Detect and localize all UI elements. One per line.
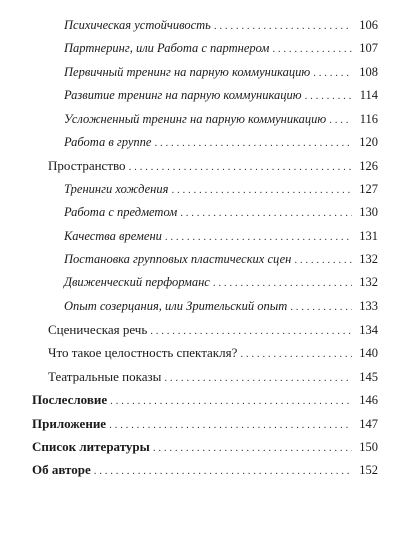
toc-entry-page: 114: [359, 88, 378, 103]
toc-entry-title: Движенческий перформанс: [64, 275, 210, 290]
toc-entry-title: Что такое целостность спектакля?: [48, 345, 238, 361]
table-of-contents: [0, 14, 410, 482]
dot-leader: [154, 132, 352, 155]
dot-leader: [313, 62, 352, 85]
dot-leader: [153, 437, 352, 460]
toc-entry-title: Постановка групповых пластических сцен: [64, 251, 292, 266]
toc-entry-page: 126: [359, 159, 378, 174]
toc-entry-title: Тренинги хождения: [64, 181, 169, 196]
toc-entry-page: 134: [359, 323, 378, 338]
dot-leader: [164, 367, 352, 390]
toc-entry-title: Театральные показы: [48, 368, 162, 384]
toc-entry[interactable]: [0, 225, 410, 248]
toc-entry-page: 127: [359, 181, 378, 196]
toc-entry[interactable]: [0, 131, 410, 154]
toc-entry[interactable]: [0, 412, 410, 435]
toc-entry[interactable]: [0, 318, 410, 341]
toc-entry-page: 145: [359, 369, 378, 384]
toc-entry-title: Первичный тренинг на парную коммуникацию: [64, 64, 311, 79]
toc-entry[interactable]: [0, 37, 410, 60]
dot-leader: [290, 296, 352, 319]
dot-leader: [150, 320, 352, 343]
toc-entry-page: 146: [359, 393, 378, 408]
toc-entry-page: 133: [359, 298, 378, 313]
toc-entry-title: Работа в группе: [64, 134, 152, 149]
toc-entry-page: 108: [359, 64, 378, 79]
toc-entry[interactable]: [0, 388, 410, 411]
toc-entry-page: 132: [359, 275, 378, 290]
dot-leader: [110, 390, 352, 413]
toc-entry[interactable]: [0, 14, 410, 37]
toc-entry[interactable]: [0, 341, 410, 364]
toc-entry-title: Партнеринг, или Работа с партнером: [64, 41, 270, 56]
toc-entry[interactable]: [0, 248, 410, 271]
toc-entry-page: 147: [359, 416, 378, 431]
dot-leader: [213, 272, 352, 295]
dot-leader: [94, 460, 352, 483]
toc-entry-title: Опыт созерцания, или Зрительский опыт: [64, 298, 288, 313]
toc-entry-title: Об авторе: [32, 462, 91, 478]
toc-entry-title: Приложение: [32, 415, 107, 431]
toc-entry-title: Психическая устойчивость: [64, 18, 211, 32]
toc-entry[interactable]: [0, 84, 410, 107]
toc-entry-title: Качества времени: [64, 228, 162, 243]
toc-entry-title: Развитие тренинг на парную коммуникацию: [64, 88, 302, 103]
dot-leader: [180, 202, 352, 225]
toc-entry[interactable]: [0, 435, 410, 458]
toc-entry-page: 130: [359, 205, 378, 220]
toc-entry-page: 116: [359, 111, 378, 126]
toc-entry[interactable]: [0, 458, 410, 481]
toc-entry-page: 131: [359, 228, 378, 243]
toc-entry[interactable]: [0, 271, 410, 294]
dot-leader: [240, 343, 352, 366]
toc-entry-title: Усложненный тренинг на парную коммуникацию: [64, 111, 327, 126]
toc-entry-title: Сценическая речь: [48, 322, 148, 338]
dot-leader: [129, 156, 352, 179]
toc-entry-page: 152: [359, 463, 378, 478]
toc-entry[interactable]: [0, 201, 410, 224]
toc-entry-page: 140: [359, 346, 378, 361]
dot-leader: [305, 85, 352, 108]
toc-entry-page: 106: [359, 18, 378, 32]
toc-entry[interactable]: [0, 295, 410, 318]
toc-entry-page: 132: [359, 251, 378, 266]
toc-entry-title: Работа с предметом: [64, 205, 178, 220]
dot-leader: [294, 249, 352, 272]
dot-leader: [109, 414, 352, 437]
toc-entry-page: 107: [359, 41, 378, 56]
dot-leader: [171, 179, 352, 202]
toc-entry[interactable]: [0, 154, 410, 177]
toc-entry[interactable]: [0, 178, 410, 201]
toc-entry-page: 120: [359, 134, 378, 149]
toc-entry-page: 150: [359, 440, 378, 455]
dot-leader: [272, 38, 352, 61]
dot-leader: [329, 109, 352, 132]
toc-entry-title: Пространство: [48, 158, 126, 174]
dot-leader: [214, 15, 352, 38]
toc-entry[interactable]: [0, 108, 410, 131]
toc-entry[interactable]: [0, 365, 410, 388]
toc-entry[interactable]: [0, 61, 410, 84]
toc-entry-title: Послесловие: [32, 392, 108, 408]
dot-leader: [165, 226, 352, 249]
toc-entry-title: Список литературы: [32, 439, 150, 455]
